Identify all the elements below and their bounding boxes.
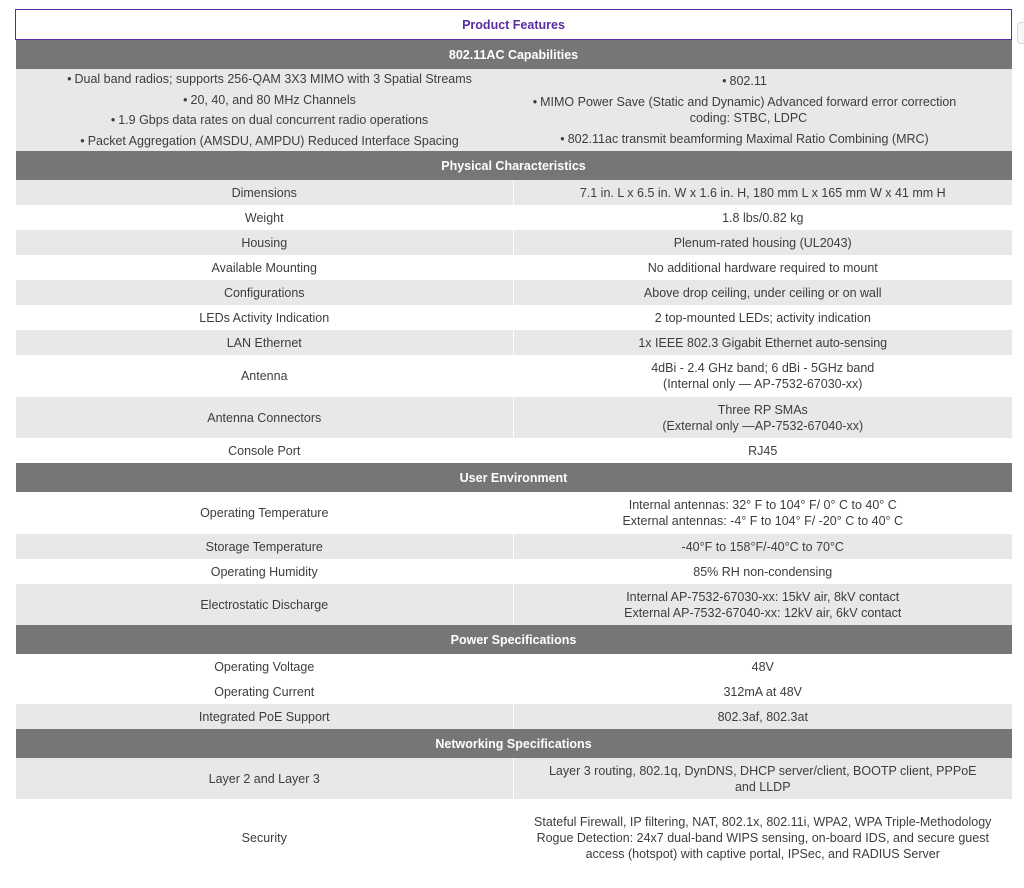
row-value bbox=[514, 355, 1012, 397]
list-item: • Packet Aggregation (AMSDU, AMPDU) Reduced Interface Spacing bbox=[32, 131, 508, 152]
row-label: Operating Current bbox=[16, 679, 514, 704]
list-item: • 802.11 bbox=[528, 71, 962, 92]
row-label: Console Port bbox=[16, 438, 514, 463]
table-row bbox=[16, 584, 1012, 625]
table-row bbox=[16, 330, 1012, 355]
row-value: 85% RH non-condensing bbox=[514, 559, 1012, 584]
table-title: Product Features bbox=[16, 10, 1012, 40]
section-title: Power Specifications bbox=[16, 625, 1012, 654]
capabilities-bullets-row bbox=[16, 69, 1012, 151]
row-label: Available Mounting bbox=[16, 255, 514, 280]
row-value: RJ45 bbox=[514, 438, 1012, 463]
row-value: 1.8 lbs/0.82 kg bbox=[514, 205, 1012, 230]
row-value-line: External antennas: -4° F to 104° F/ -20° C to 40° C bbox=[622, 514, 904, 528]
row-label: Antenna Connectors bbox=[16, 397, 514, 438]
list-item: • 20, 40, and 80 MHz Channels bbox=[32, 90, 508, 111]
row-value bbox=[514, 397, 1012, 438]
section-title: Networking Specifications bbox=[16, 729, 1012, 758]
scrollbar-stub[interactable] bbox=[1017, 22, 1024, 44]
list-item: • Dual band radios; supports 256-QAM 3X3 MIMO with 3 Spatial Streams bbox=[32, 69, 508, 90]
table-row bbox=[16, 704, 1012, 729]
capabilities-right-list bbox=[528, 71, 962, 149]
row-value: Stateful Firewall, IP filtering, NAT, 802.1x, 802.11i, WPA2, WPA Triple-Methodology Rogue Detection: 24x7 dual-band WIPS sensing, on-board IDS, and secure guest access (hotspot) with captive portal, IPSec, and RADIUS Server bbox=[514, 799, 1012, 876]
row-value-line: External AP-7532-67040-xx: 12kV air, 6kV contact bbox=[624, 605, 902, 620]
table-row bbox=[16, 559, 1012, 584]
row-label: Electrostatic Discharge bbox=[16, 584, 514, 625]
table-row bbox=[16, 534, 1012, 559]
row-value-line: Internal antennas: 32° F to 104° F/ 0° C to 40° C bbox=[628, 498, 897, 512]
table-row bbox=[16, 305, 1012, 330]
row-value-line: Three RP SMAs bbox=[717, 402, 808, 417]
row-value: 1x IEEE 802.3 Gigabit Ethernet auto-sensing bbox=[514, 330, 1012, 355]
section-header-environment bbox=[16, 463, 1012, 492]
capabilities-left-list bbox=[32, 69, 508, 151]
table-row bbox=[16, 280, 1012, 305]
table-row bbox=[16, 355, 1012, 397]
table-row bbox=[16, 492, 1012, 534]
row-value-line: Internal AP-7532-67030-xx: 15kV air, 8kV contact bbox=[626, 589, 900, 604]
section-header-power bbox=[16, 625, 1012, 654]
row-label: Dimensions bbox=[16, 180, 514, 205]
section-title: User Environment bbox=[16, 463, 1012, 492]
table-row bbox=[16, 255, 1012, 280]
capabilities-left-cell bbox=[16, 69, 514, 151]
row-value: 48V bbox=[514, 654, 1012, 679]
list-item: • MIMO Power Save (Static and Dynamic) Advanced forward error correction coding: STBC, LDPC bbox=[528, 94, 962, 127]
row-label: LEDs Activity Indication bbox=[16, 305, 514, 330]
row-value: Layer 3 routing, 802.1q, DynDNS, DHCP server/client, BOOTP client, PPPoE and LLDP bbox=[514, 758, 1012, 799]
row-value: Plenum-rated housing (UL2043) bbox=[514, 230, 1012, 255]
section-header-capabilities bbox=[16, 40, 1012, 70]
table-row bbox=[16, 438, 1012, 463]
table-title-row bbox=[16, 10, 1012, 40]
product-features-table bbox=[15, 9, 1012, 876]
row-label: Configurations bbox=[16, 280, 514, 305]
row-value bbox=[514, 492, 1012, 534]
table-row bbox=[16, 397, 1012, 438]
capabilities-right-cell bbox=[514, 69, 1012, 151]
row-value bbox=[514, 584, 1012, 625]
section-header-physical bbox=[16, 151, 1012, 180]
row-label: Operating Humidity bbox=[16, 559, 514, 584]
row-value: Above drop ceiling, under ceiling or on wall bbox=[514, 280, 1012, 305]
row-label: LAN Ethernet bbox=[16, 330, 514, 355]
section-header-networking bbox=[16, 729, 1012, 758]
table-row bbox=[16, 679, 1012, 704]
list-item: • 1.9 Gbps data rates on dual concurrent radio operations bbox=[32, 110, 508, 131]
table-row bbox=[16, 758, 1012, 799]
row-value: 312mA at 48V bbox=[514, 679, 1012, 704]
row-label: Storage Temperature bbox=[16, 534, 514, 559]
row-label: Weight bbox=[16, 205, 514, 230]
row-label: Security bbox=[16, 799, 514, 876]
row-value: 802.3af, 802.3at bbox=[514, 704, 1012, 729]
row-value-line: 4dBi - 2.4 GHz band; 6 dBi - 5GHz band bbox=[651, 361, 875, 375]
row-value: No additional hardware required to mount bbox=[514, 255, 1012, 280]
section-title: 802.11AC Capabilities bbox=[16, 40, 1012, 70]
table-row bbox=[16, 230, 1012, 255]
row-value-line: (External only —AP-7532-67040-xx) bbox=[662, 418, 864, 433]
table-row bbox=[16, 799, 1012, 876]
table-row bbox=[16, 654, 1012, 679]
table-row bbox=[16, 180, 1012, 205]
table-row bbox=[16, 205, 1012, 230]
row-label: Antenna bbox=[16, 355, 514, 397]
row-label: Operating Voltage bbox=[16, 654, 514, 679]
row-value: 2 top-mounted LEDs; activity indication bbox=[514, 305, 1012, 330]
row-value-line: (Internal only — AP-7532-67030-xx) bbox=[663, 377, 863, 391]
row-label: Operating Temperature bbox=[16, 492, 514, 534]
list-item: • 802.11ac transmit beamforming Maximal Ratio Combining (MRC) bbox=[528, 129, 962, 150]
section-title: Physical Characteristics bbox=[16, 151, 1012, 180]
row-value: -40°F to 158°F/-40°C to 70°C bbox=[514, 534, 1012, 559]
row-label: Layer 2 and Layer 3 bbox=[16, 758, 514, 799]
row-label: Integrated PoE Support bbox=[16, 704, 514, 729]
row-value: 7.1 in. L x 6.5 in. W x 1.6 in. H, 180 mm L x 165 mm W x 41 mm H bbox=[514, 180, 1012, 205]
row-label: Housing bbox=[16, 230, 514, 255]
